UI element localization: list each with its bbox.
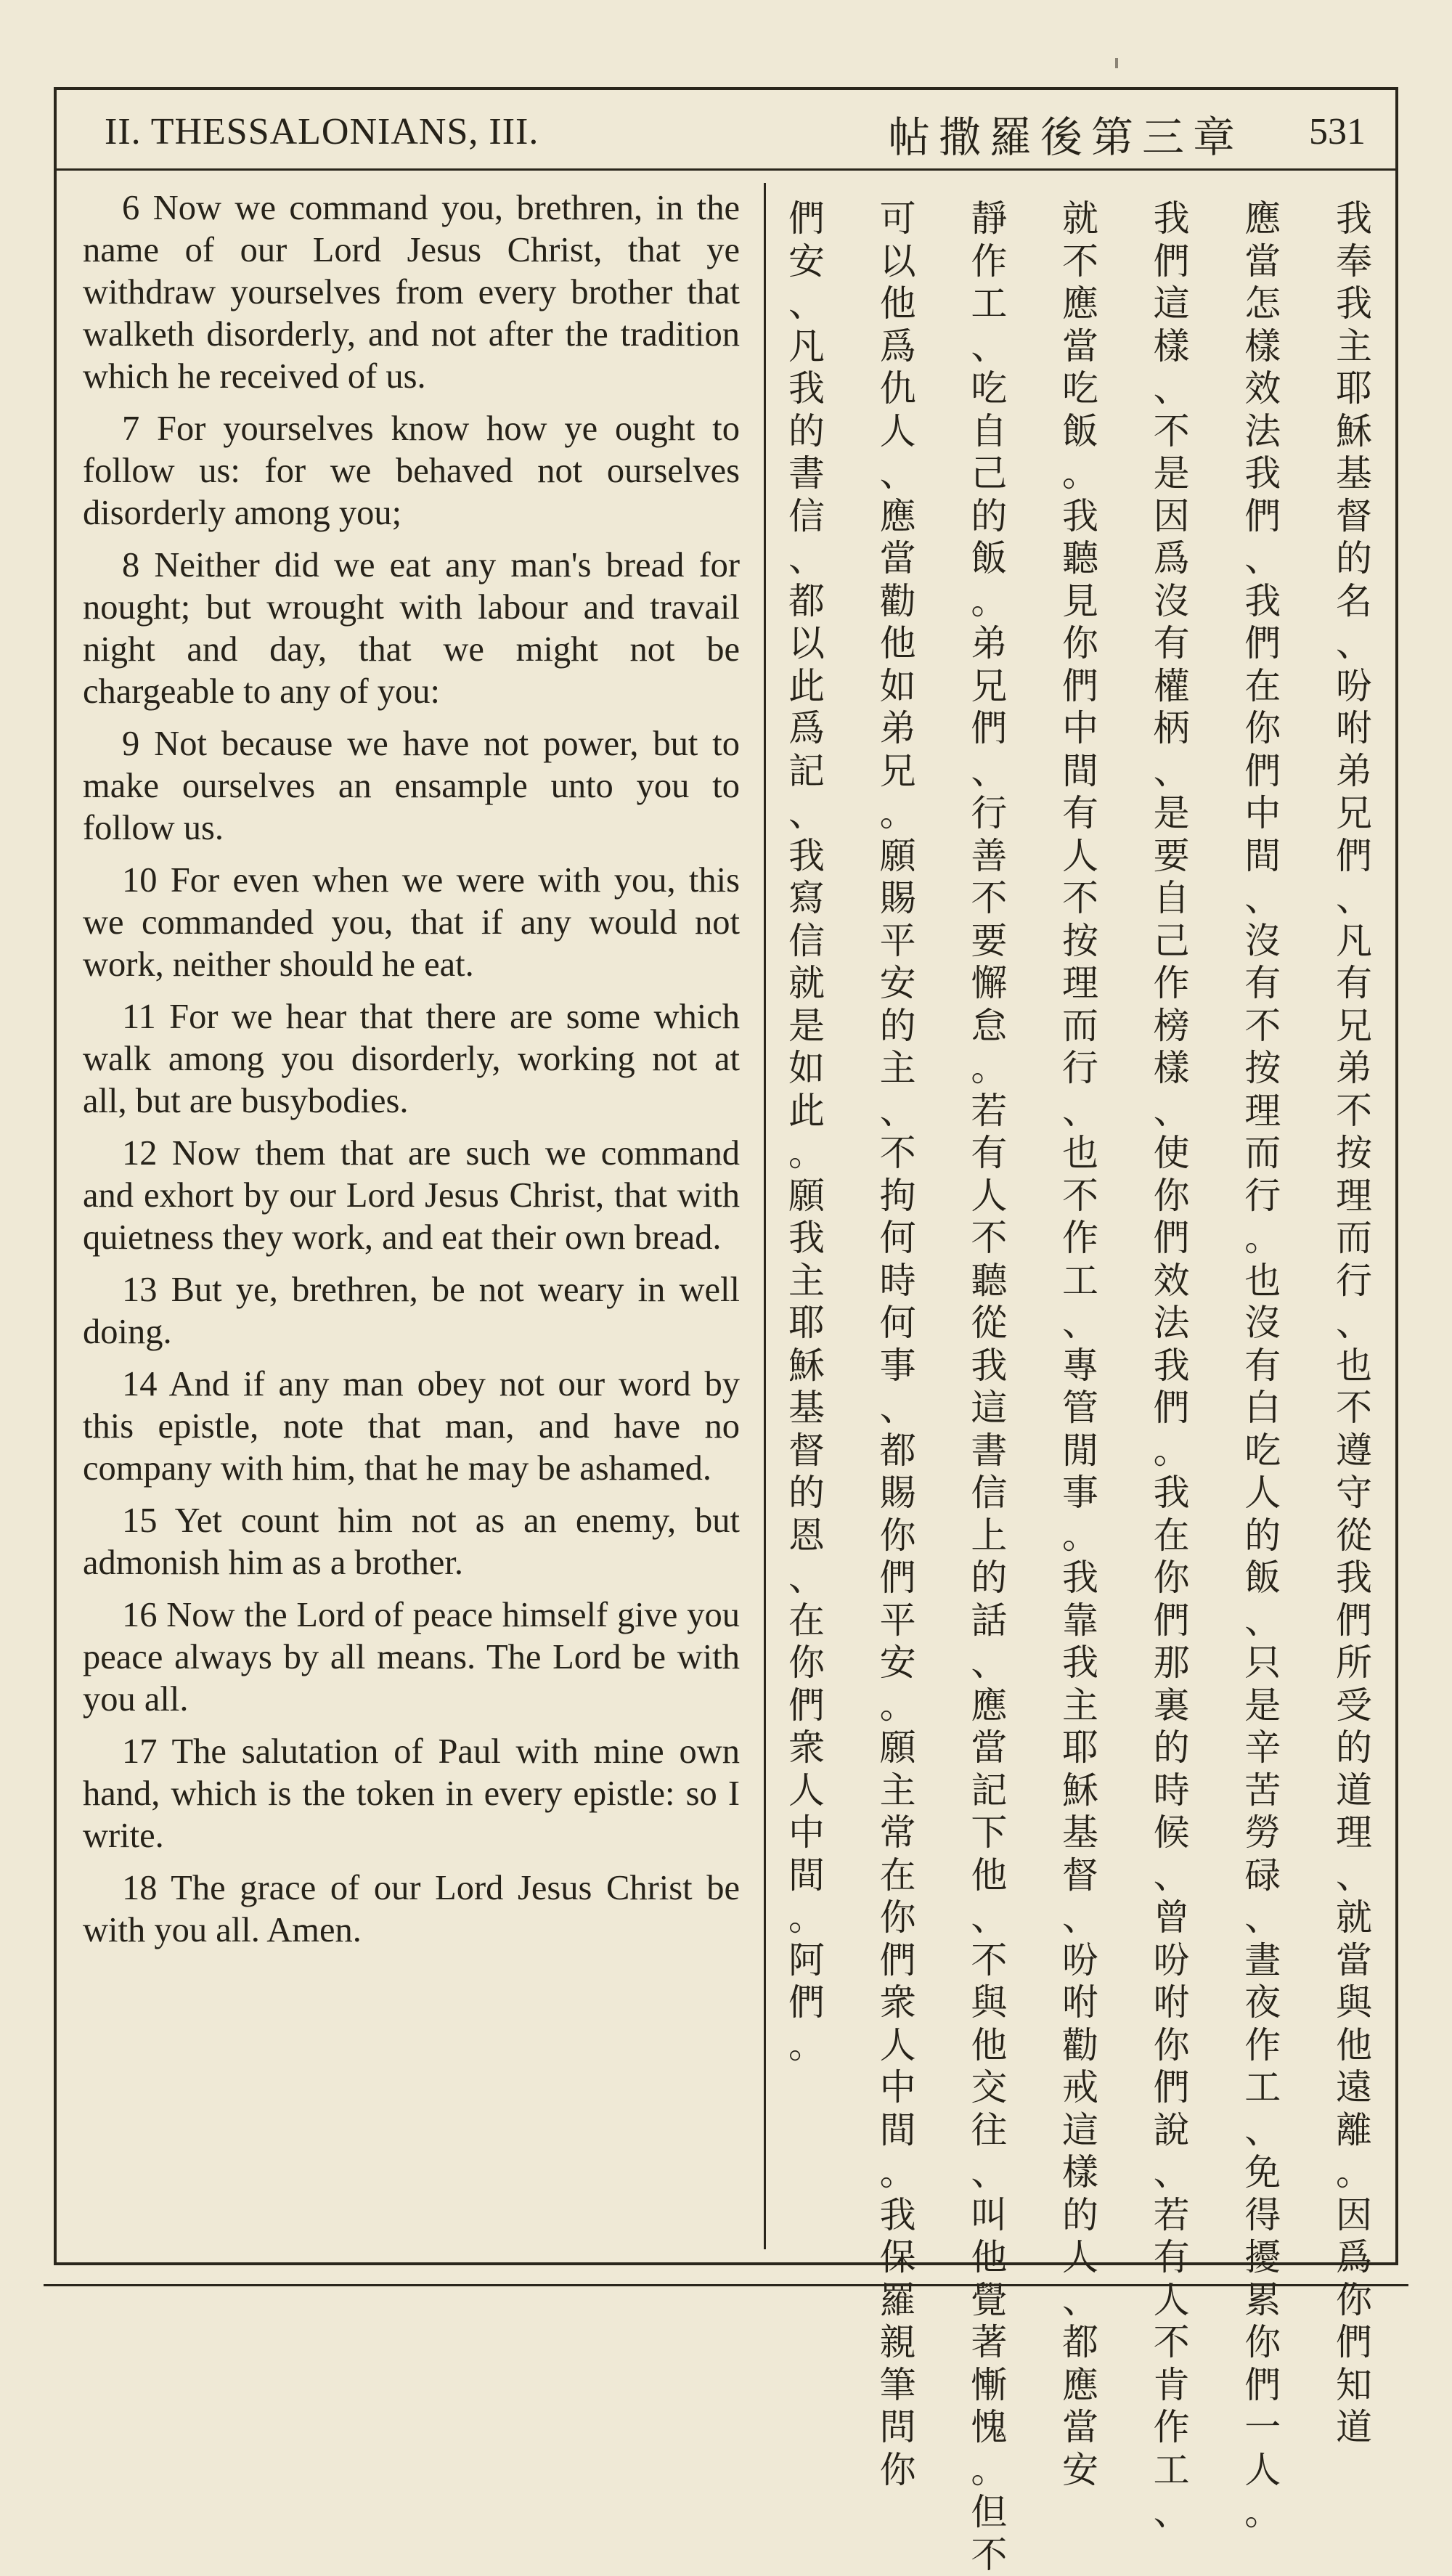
english-verse: 6 Now we command you, brethren, in the name of our Lord Jesus Christ, that ye withdraw yourselves from every brother that walketh disorderly, and not after the tradition which he received of us. — [83, 189, 740, 396]
chinese-text-column: 我 奉 我 主 耶 穌 基 督 的 名 、 吩 咐 弟 兄 們 、 凡 有 兄 弟 不 按 理 而 行 、 也 不 遵 守 從 我 們 所 受 的 道 理 、 就 當 與 他 遠 離 。 因 爲 你 們 知 道 — [1335, 197, 1372, 2448]
page-frame — [54, 87, 1398, 2576]
chinese-text-column: 就 不 應 當 吃 飯 。 我 聽 見 你 們 中 間 有 人 不 按 理 而 行 、 也 不 作 工 、 專 管 閒 事 。 我 靠 我 主 耶 穌 基 督 、 吩 咐 勸 戒 這 樣 的 人 、 都 應 當 安 — [1061, 197, 1098, 2491]
chinese-text-column: 可 以 他 爲 仇 人 、 應 當 勸 他 如 弟 兄 。 願 賜 平 安 的 主 、 不 拘 何 時 何 事 、 都 賜 你 們 平 安 。 願 主 常 在 你 們 衆 人 中 間 。 我 保 羅 親 筆 問 你 — [879, 197, 916, 2491]
column-divider — [764, 183, 766, 2249]
english-verse: 14 And if any man obey not our word by this epistle, note that man, and have no company with him, that he may be ashamed. — [83, 1365, 740, 1488]
english-verse: 16 Now the Lord of peace himself give you peace always by all means. The Lord be with you all. — [83, 1596, 740, 1719]
english-verse: 11 For we hear that there are some which walk among you disorderly, working not at all, but are busybodies. — [83, 998, 740, 1120]
chinese-chapter-title: 帖撒羅後第三章 — [888, 113, 1244, 162]
chinese-text-column: 靜 作 工 、 吃 自 己 的 飯 。 弟 兄 們 、 行 善 不 要 懈 怠 。 若 有 人 不 聽 從 我 這 書 信 上 的 話 、 應 當 記 下 他 、 不 與 他 交 往 、 叫 他 覺 著 慚 愧 。 但 不 — [971, 197, 1008, 2576]
english-verse: 10 For even when we were with you, this we commanded you, that if any would not work, neither should he eat. — [83, 861, 740, 984]
english-verse: 9 Not because we have not power, but to make ourselves an ensample unto you to follow us. — [83, 725, 740, 847]
running-title: II. THESSALONIANS, III. — [105, 111, 539, 152]
header-rule — [57, 168, 1395, 171]
english-verse: 18 The grace of our Lord Jesus Christ be with you all. Amen. — [83, 1869, 740, 1949]
english-verse: 7 For yourselves know how ye ought to follow us: for we behaved not ourselves disorderly among you; — [83, 409, 740, 532]
chinese-column — [777, 197, 1391, 2576]
chinese-text-column: 應 當 怎 樣 效 法 我 們 、 我 們 在 你 們 中 間 、 沒 有 不 按 理 而 行 。 也 沒 有 白 吃 人 的 飯 、 只 是 辛 苦 勞 碌 、 晝 夜 作 工 、 免 得 擾 累 你 們 一 人 。 — [1244, 197, 1281, 2533]
english-verse: 17 The salutation of Paul with mine own hand, which is the token in every epistle: so I write. — [83, 1732, 740, 1855]
english-verse: 12 Now them that are such we command and exhort by our Lord Jesus Christ, that with quietness they work, and eat their own bread. — [83, 1134, 740, 1257]
bottom-rule — [44, 2284, 1408, 2286]
chinese-text-column: 們 安 、 凡 我 的 書 信 、 都 以 此 爲 記 、 我 寫 信 就 是 如 此 。 願 我 主 耶 穌 基 督 的 恩 、 在 你 們 衆 人 中 間 。 阿 們 。 — [788, 197, 825, 2066]
english-verse: 15 Yet count him not as an enemy, but admonish him as a brother. — [83, 1501, 740, 1582]
english-column — [67, 187, 753, 2257]
english-verse: 8 Neither did we eat any man's bread for nought; but wrought with labour and travail night and day, that we might not be chargeable to any of you: — [83, 546, 740, 711]
page-header — [57, 90, 1395, 170]
english-verse: 13 But ye, brethren, be not weary in well doing. — [83, 1271, 740, 1351]
print-speck — [1115, 58, 1118, 68]
page-number: 531 — [1309, 111, 1366, 152]
chinese-text-column: 我 們 這 樣 、 不 是 因 爲 沒 有 權 柄 、 是 要 自 己 作 榜 樣 、 使 你 們 效 法 我 們 。 我 在 你 們 那 裏 的 時 候 、 曾 吩 咐 你 們 說 、 若 有 人 不 肯 作 工 、 — [1153, 197, 1190, 2533]
